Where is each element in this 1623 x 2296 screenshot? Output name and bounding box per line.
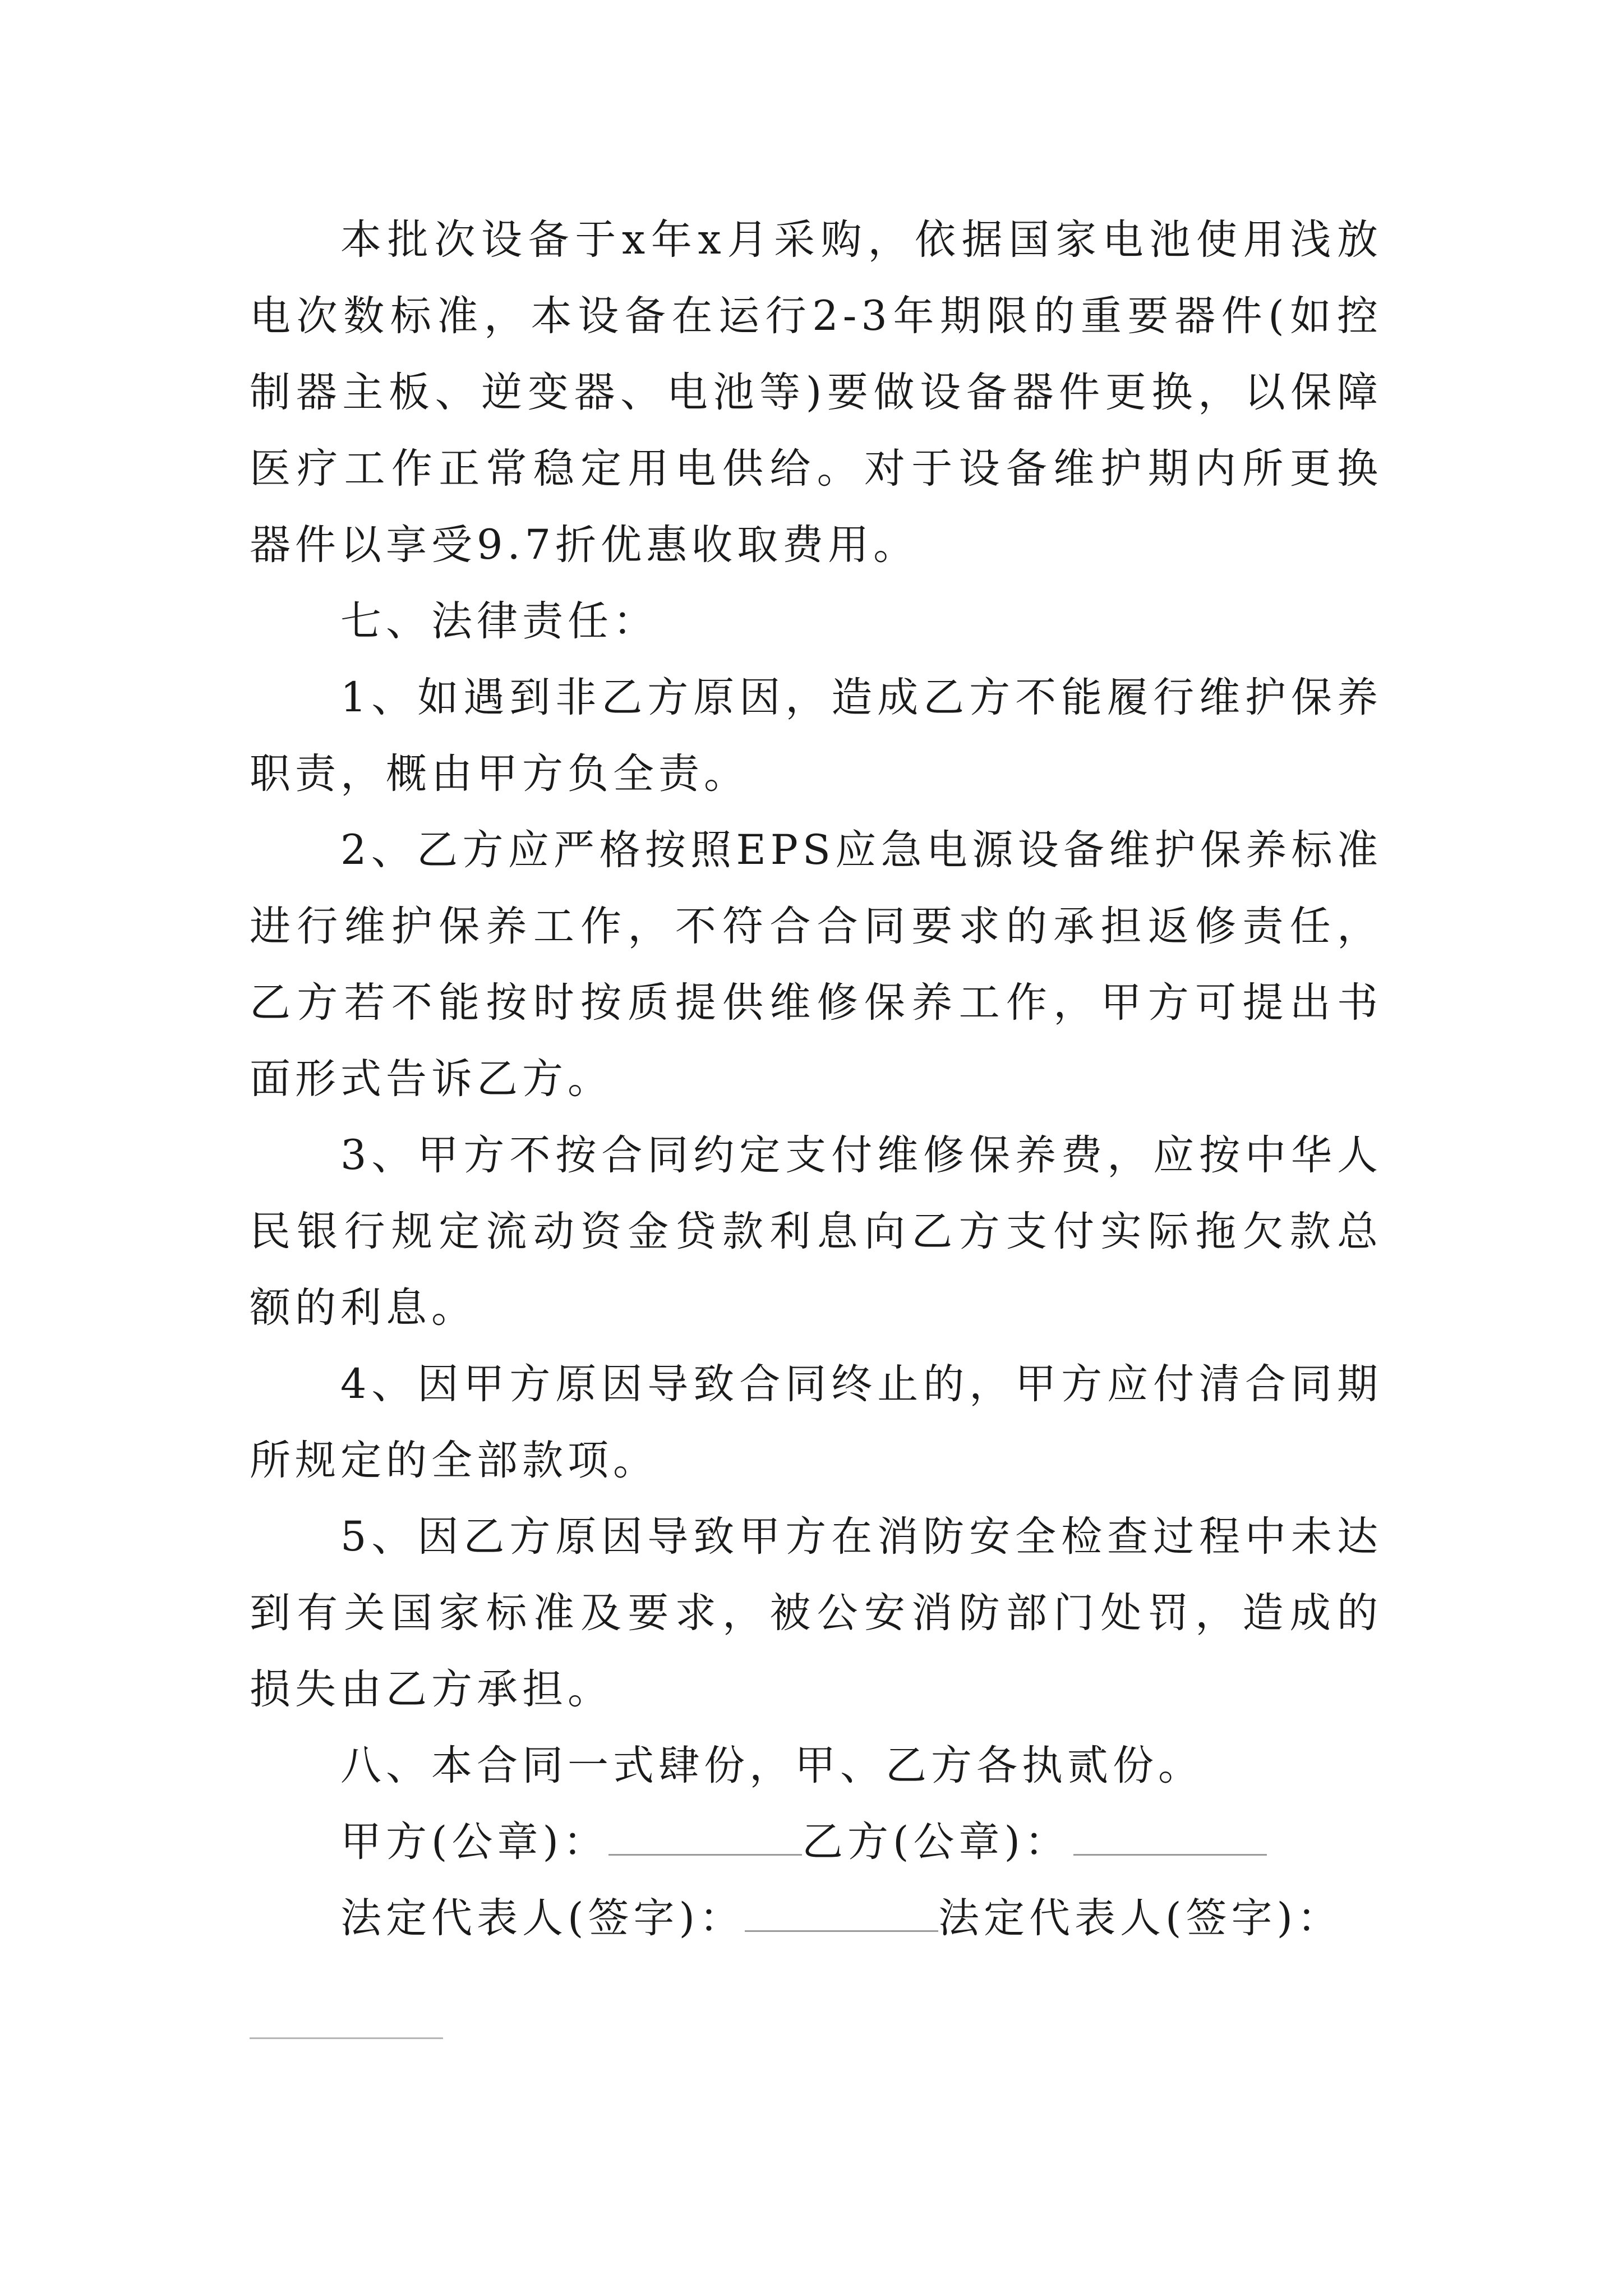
footnote-separator (250, 2037, 443, 2039)
seal-line (250, 1804, 1382, 1880)
party-b-seal-blank (1073, 1820, 1267, 1856)
clause-1: 1、如遇到非乙方原因，造成乙方不能履行维护保养职责，概由甲方负全责。 (250, 674, 1382, 798)
clause-5: 5、因乙方原因导致甲方在消防安全检查过程中未达到有关国家标准及要求，被公安消防部门处罚，造成的损失由乙方承担。 (250, 1513, 1382, 1713)
party-a-seal-blank (608, 1820, 802, 1856)
section-copies: 八、本合同一式肆份，甲、乙方各执贰份。 (340, 1742, 1204, 1789)
legal-rep-a-label: 法定代表人(签字)： (340, 1894, 745, 1942)
party-a-seal-label: 甲方(公章)： (340, 1818, 608, 1866)
section-heading-legal-liability: 七、法律责任： (340, 597, 658, 645)
legal-rep-a-blank (745, 1897, 938, 1932)
document-page (250, 202, 1382, 1957)
paragraph-equipment-replacement: 本批次设备于x年x月采购，依据国家电池使用浅放电次数标准，本设备在运行2-3年期限的重要器件(如控制器主板、逆变器、电池等)要做设备器件更换，以保障医疗工作正常稳定用电供给。对于设备维护期内所更换器件以享受9.7折优惠收取费用。 (250, 216, 1382, 569)
legal-representative-line (250, 1880, 1382, 1957)
clause-2: 2、乙方应严格按照EPS应急电源设备维护保养标准进行维护保养工作，不符合合同要求的承担返修责任，乙方若不能按时按质提供维修保养工作，甲方可提出书面形式告诉乙方。 (250, 826, 1382, 1103)
clause-4: 4、因甲方原因导致合同终止的，甲方应付清合同期所规定的全部款项。 (250, 1360, 1382, 1484)
party-b-seal-label: 乙方(公章)： (801, 1818, 1070, 1866)
clause-3: 3、甲方不按合同约定支付维修保养费，应按中华人民银行规定流动资金贷款利息向乙方支付实际拖欠款总额的利息。 (250, 1131, 1382, 1332)
legal-rep-b-label: 法定代表人(签字)： (938, 1894, 1343, 1942)
